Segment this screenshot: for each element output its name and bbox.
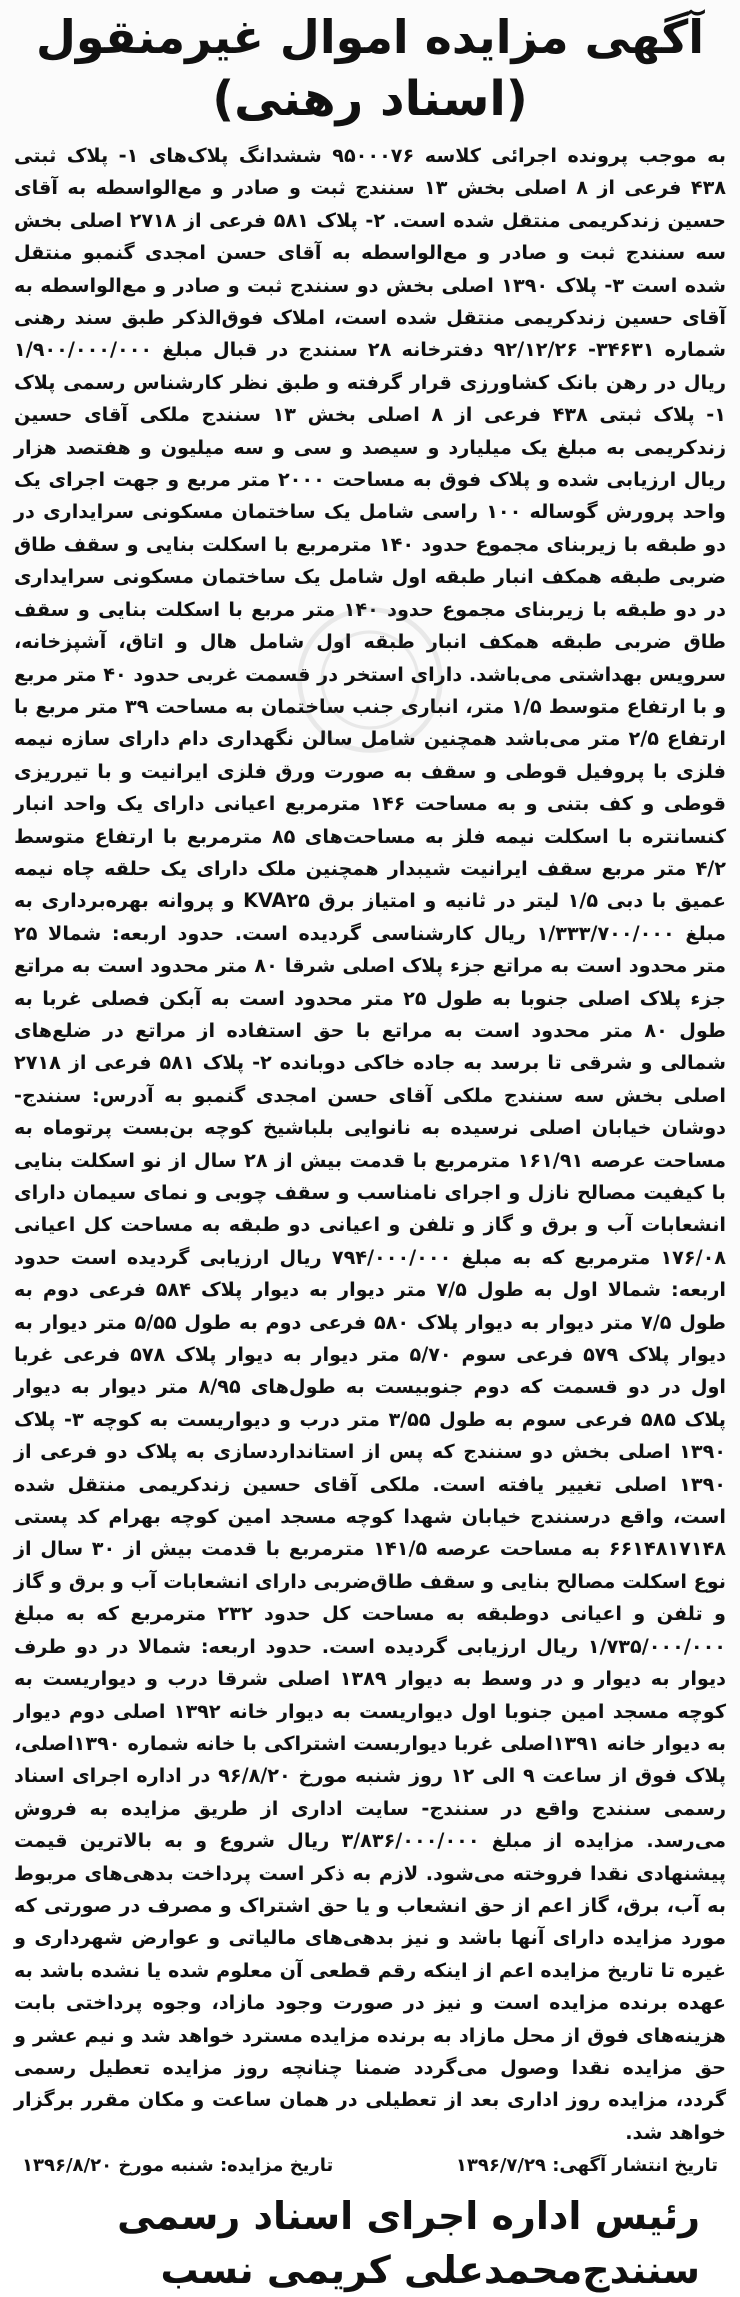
signature-name: سنندج‌محمدعلی کریمی نسب — [160, 2248, 700, 2293]
publish-date: تاریخ انتشار آگهی: ۱۳۹۶/۷/۲۹ — [455, 2155, 718, 2177]
signature-title: رئیس اداره اجرای اسناد رسمی — [117, 2194, 700, 2239]
watermark-icon — [290, 600, 450, 760]
auction-date: تاریخ مزایده: شنبه مورخ ۱۳۹۶/۸/۲۰ — [22, 2155, 334, 2177]
notice-dates — [10, 2151, 730, 2181]
notice-body: به موجب پرونده اجرائی کلاسه ۹۵۰۰۰۷۶ ششدانگ پلاک‌های ۱- پلاک ثبتی ۴۳۸ فرعی از ۸ اصلی بخش ۱۳ سنندج ثبت و صادر و مع‌الواسطه به آقای حسین زندکریمی منتقل شده است. ۲- پلاک ۵۸۱ فرعی از ۲۷۱۸ اصلی بخش سه سنندج ثبت و صادر و مع‌الواسطه به آقای حسن امجدی گنمبو منتقل شده است ۳- پلاک ۱۳۹۰ اصلی بخش دو سنندج ثبت و صادر و مع‌الواسطه به آقای حسین زندکریمی منتقل شده است، املاک فوق‌الذکر طبق سند رهنی شماره ۳۴۶۳۱- ۹۲/۱۲/۲۶ دفترخانه ۲۸ سنندج در قبال مبلغ ۱/۹۰۰/۰۰۰/۰۰۰ ریال در رهن بانک کشاورزی قرار گرفته و طبق نظر کارشناس رسمی پلاک ۱- پلاک ثبتی ۴۳۸ فرعی از ۸ اصلی بخش ۱۳ سنندج ملکی آقای حسین زندکریمی به مبلغ یک میلیارد و سیصد و سی و سه میلیون و هفتصد هزار ریال ارزیابی شده و پلاک فوق به مساحت ۲۰۰۰ متر مربع و جهت اجرای یک واحد پرورش گوساله ۱۰۰ راسی شامل یک ساختمان مسکونی سرایداری در دو طبقه با زیربنای مجموع حدود ۱۴۰ مترمربع با اسکلت بنایی و سقف طاق ضربی طبقه همکف انبار طبقه اول شامل یک ساختمان مسکونی سرایداری در دو طبقه با زیربنای مجموع حدود ۱۴۰ متر مربع با اسکلت بنایی و سقف طاق ضربی طبقه همکف انبار طبقه اول شامل هال و اتاق، آشپزخانه، سرویس بهداشتی می‌باشد. دارای استخر در قسمت غربی حدود ۴۰ متر مربع و با ارتفاع متوسط ۱/۵ متر، انباری جنب ساختمان به مساحت ۳۹ متر مربع با ارتفاع ۲/۵ متر می‌باشد همچنین شامل سالن نگهداری دام دارای سازه نیمه فلزی با پروفیل قوطی و سقف به صورت ورق فلزی ایرانیت و با تیرریزی قوطی و کف بتنی و به مساحت ۱۴۶ مترمربع اعیانی دارای یک واحد انبار کنسانتره با اسکلت نیمه فلز به مساحت‌های ۸۵ مترمربع با ارتفاع متوسط ۴/۲ متر مربع سقف ایرانیت شیبدار همچنین ملک دارای یک حلقه چاه نیمه عمیق با دبی ۱/۵ لیتر در ثانیه و امتیاز برق KVA۲۵ و پروانه بهره‌برداری به مبلغ ۱/۳۳۳/۷۰۰/۰۰۰ ریال کارشناسی گردیده است. حدود اربعه: شمالا ۲۵ متر محدود است به مراتع جزء پلاک اصلی شرقا ۸۰ متر محدود است به مراتع جزء پلاک اصلی جنوبا به طول ۲۵ متر محدود است به آبکن فصلی غربا به طول ۸۰ متر محدود است به مراتع با حق استفاده از مراتع در ضلع‌های شمالی و شرقی تا برسد به جاده خاکی دوبانده ۲- پلاک ۵۸۱ فرعی از ۲۷۱۸ اصلی بخش سه سنندج ملکی آقای حسن امجدی گنمبو به آدرس: سنندج- دوشان خیابان اصلی نرسیده به نانوایی بلباشیخ کوچه بن‌بست پرتوماه به مساحت عرصه ۱۶۱/۹۱ مترمربع با قدمت بیش از ۲۸ سال از نو اسکلت بنایی با کیفیت مصالح نازل و اجرای نامناسب و سقف چوبی و نمای سیمان دارای انشعابات آب و برق و گاز و تلفن و اعیانی دو طبقه به مساحت کل اعیانی ۱۷۶/۰۸ مترمربع که به مبلغ ۷۹۴/۰۰۰/۰۰۰ ریال ارزیابی گردیده است حدود اربعه: شمالا اول به طول ۷/۵ متر دیوار به دیوار پلاک ۵۸۴ فرعی دوم به طول ۷/۵ متر دیوار به دیوار پلاک ۵۸۰ فرعی دوم به طول ۵/۵۵ متر دیوار به دیوار پلاک ۵۷۹ فرعی سوم ۵/۷۰ متر دیوار به دیوار پلاک ۵۷۸ فرعی غربا اول در دو قسمت که دوم جنوبیست به طول‌های ۸/۹۵ متر دیوار به دیوار پلاک ۵۸۵ فرعی سوم به طول ۳/۵۵ متر درب و دیواریست به کوچه ۳- پلاک ۱۳۹۰ اصلی بخش دو سنندج که پس از استانداردسازی به پلاک دو فرعی از ۱۳۹۰ اصلی تغییر یافته است. ملکی آقای حسین زندکریمی منتقل شده است، واقع درسنندج خیابان شهدا کوچه مسجد امین کوچه بهرام کد پستی ۶۶۱۴۸۱۷۱۴۸ به مساحت عرصه ۱۴۱/۵ مترمربع با قدمت بیش از ۳۰ سال از نوع اسکلت مصالح بنایی و سقف طاق‌ضربی دارای انشعابات آب و برق و گاز و تلفن و اعیانی دوطبقه به مساحت کل حدود ۲۳۲ مترمربع که به مبلغ ۱/۷۳۵/۰۰۰/۰۰۰ ریال ارزیابی گردیده است. حدود اربعه: شمالا در دو طرف دیوار به دیوار و در وسط به دیوار ۱۳۸۹ اصلی شرقا درب و دیواریست به کوچه مسجد امین جنوبا اول دیواریست به دیوار خانه ۱۳۹۲ اصلی دوم دیوار به دیوار خانه ۱۳۹۱اصلی غربا دیواربست اشتراکی با خانه شماره ۱۳۹۰اصلی، پلاک فوق از ساعت ۹ الی ۱۲ روز شنبه مورخ ۹۶/۸/۲۰ در اداره اجرای اسناد رسمی سنندج واقع در سنندج- سایت اداری از طریق مزایده به فروش می‌رسد. مزایده از مبلغ ۳/۸۳۶/۰۰۰/۰۰۰ ریال شروع و به بالاترین قیمت پیشنهادی نقدا فروخته می‌شود. لازم به ذکر است پرداخت بدهی‌های مربوط به آب، برق، گاز اعم از حق انشعاب و یا حق اشتراک و مصرف در صورتی که مورد مزایده دارای آنها باشد و نیز بدهی‌های مالیاتی و عوارض شهرداری و غیره تا تاریخ مزایده اعم از اینکه رقم قطعی آن معلوم شده یا نشده باشد به عهده برنده مزایده است و نیز در صورت وجود مازاد، وجوه پرداختی بابت هزینه‌های فوق از محل مازاد به برنده مزایده مسترد خواهد شد و نیم عشر و حق مزایده نقدا وصول می‌گردد ضمنا چنانچه روز مزایده تعطیل رسمی گردد، مزایده روز اداری بعد از تعطیلی در همان ساعت و مکان مقرر برگزار خواهد شد. — [14, 144, 727, 2144]
notice-title: آگهی مزایده اموال غیرمنقول — [35, 10, 705, 64]
notice-subtitle: (اسناد رهنی) — [212, 71, 528, 127]
